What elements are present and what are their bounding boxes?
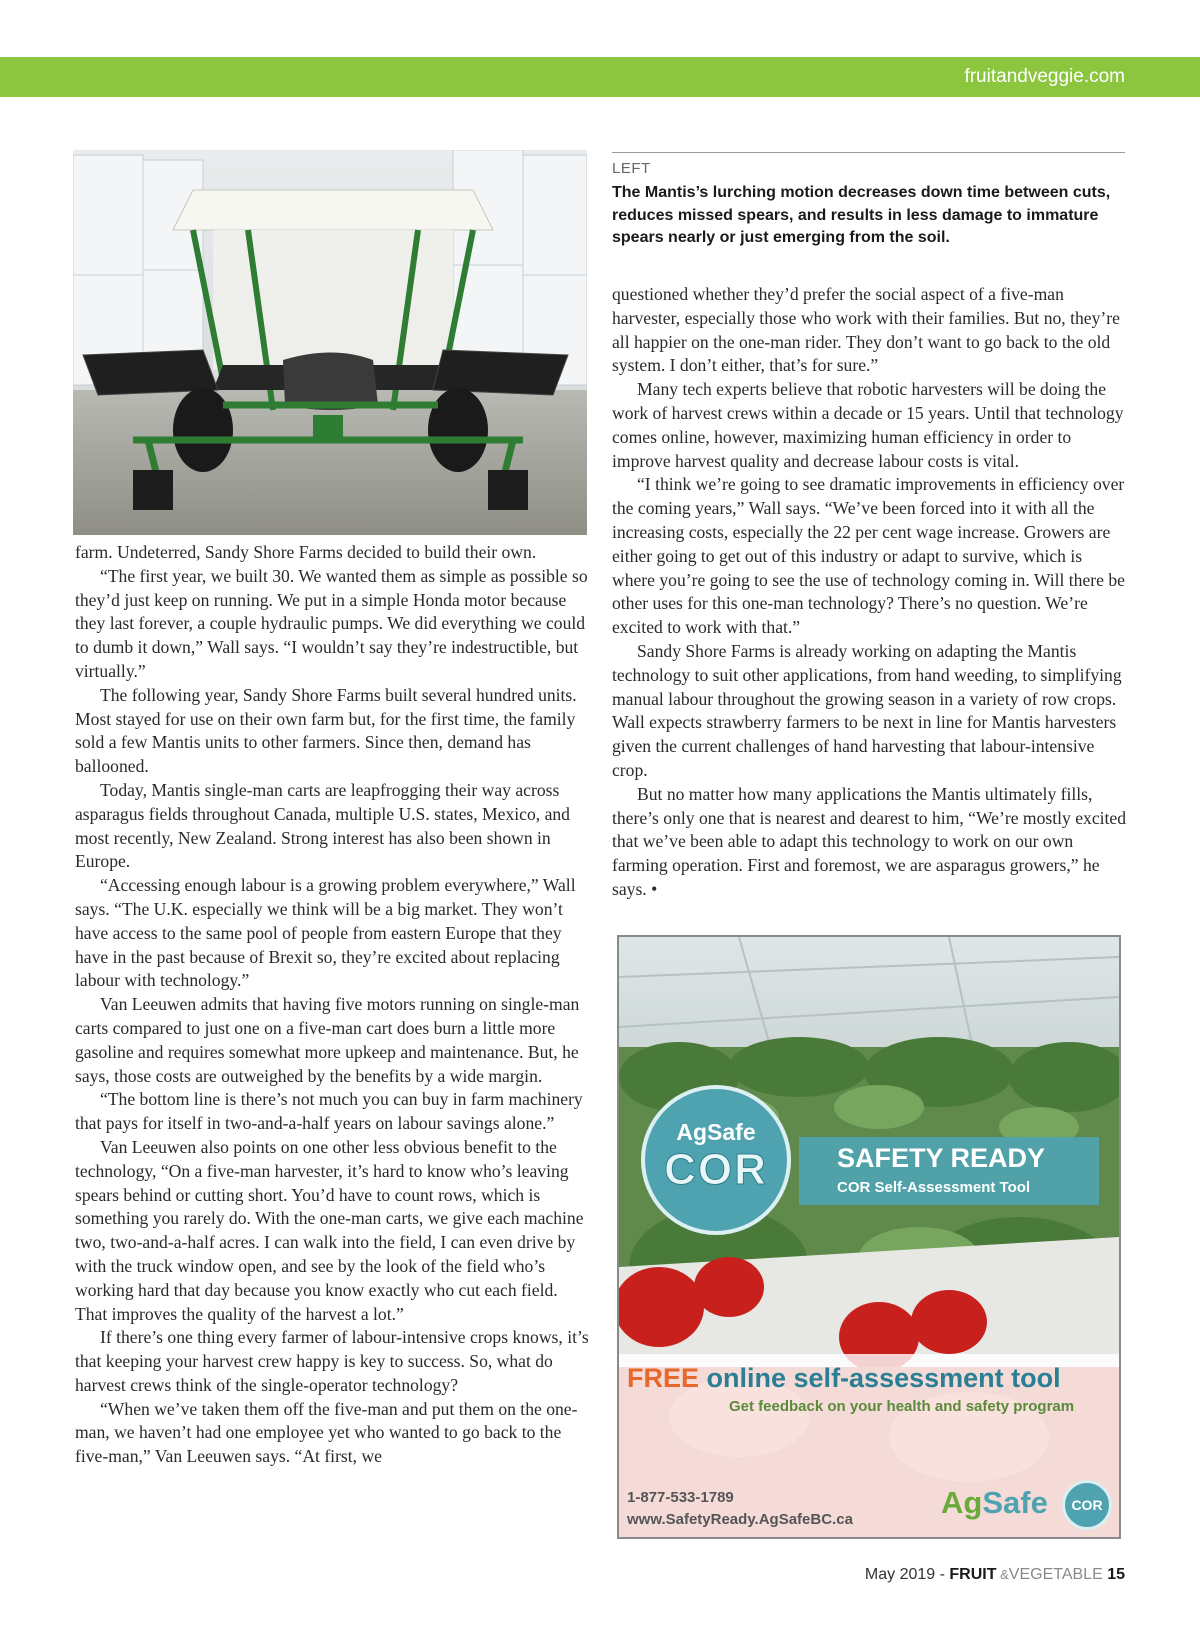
page-number: 15 [1107,1566,1125,1583]
footer-fruit: FRUIT [949,1566,997,1583]
ad-subline: Get feedback on your health and safety program [729,1398,1075,1415]
footer-amp: & [996,1567,1009,1582]
paragraph: farm. Undeterred, Sandy Shore Farms decided to build their own. [75,542,537,562]
agsafe-cor-badge [641,1085,791,1235]
agsafe-advertisement[interactable] [617,935,1121,1539]
ad-headline [627,1363,1061,1394]
article-column-right [612,283,1127,902]
paragraph: Van Leeuwen also points on one other less obvious benefit to the technology, “On a five-man harvester, it’s hard to know who’s leaving spears behind or cutting short. You’d have to count rows, which is something you rarely do. With the one-man carts, we give each machine two, two-and-a-half acres. I can walk into the field, I can even drive by with the truck window open, and see by the look of the field who’s working hard that day because you know exactly who cut each field. That improves the quality of the harvest a lot.” [75,1136,584,1324]
paragraph: “Accessing enough labour is a growing problem everywhere,” Wall says. “The U.K. especially we think will be a big market. They won’t have access to the same pool of people from eastern Europe that they have in the past because of Brexit so, they’re excited about replacing labour with technology.” [75,875,576,991]
paragraph: The following year, Sandy Shore Farms built several hundred units. Most stayed for use on their own farm but, for the first time, the family sold a few Mantis units to other farmers. Since then, demand has ballooned. [75,684,577,777]
paragraph: Today, Mantis single-man carts are leapfrogging their way across asparagus fields throughout Canada, multiple U.S. states, Mexico, and most recently, New Zealand. Strong interest has also been shown in Europe. [75,779,570,872]
paragraph: “The first year, we built 30. We wanted them as simple as possible so they’d just keep on running. We put in a simple Honda motor because they last forever, a couple hydraulic pumps. We did everything we could to dumb it down,” Wall says. “I wouldn’t say they’re indestructible, but virtually.” [75,565,588,681]
caption-label: LEFT [612,160,651,177]
paragraph: Many tech experts believe that robotic harvesters will be doing the work of harvest crews within a decade or 15 years. Until that technology comes online, however, maximizing human efficiency in order to improve harvest quality and decrease labour costs is vital. [612,379,1124,471]
footer-vegetable: VEGETABLE [1008,1566,1103,1583]
agsafe-logo [941,1485,1048,1521]
headline-rest: online self-assessment tool [706,1363,1061,1393]
paragraph: “The bottom line is there’s not much you can buy in farm machinery that pays for itself in two-and-a-half years on labour savings alone.” [75,1089,583,1134]
paragraph: If there’s one thing every farmer of labour-intensive crops knows, it’s that keeping your harvest crew happy is key to success. So, what do harvest crews think of the single-operator technology? [75,1327,589,1395]
paragraph: Van Leeuwen admits that having five motors running on single-man carts compared to just one on a five-man cart does burn a little more gasoline and requires somewhat more upkeep and maintenance. But, he says, those costs are outweighed by the benefits by a wide margin. [75,994,580,1086]
logo-safe: Safe [982,1485,1048,1520]
site-url[interactable]: fruitandveggie.com [964,66,1125,87]
photo-caption: The Mantis’s lurching motion decreases down time between cuts, reduces missed spears, and results in less damage to immature spears nearly or just emerging from the soil. [612,184,1111,247]
footer-date: May 2019 - [864,1566,950,1583]
ribbon-title: SAFETY READY [837,1143,1046,1173]
paragraph: “When we’ve taken them off the five-man and put them on the one-man, we haven’t had one employee yet who wanted to go back to the five-man,” Van Leeuwen says. “At first, we [75,1398,578,1467]
page-footer [865,1566,1125,1584]
mantis-cart-photo [73,150,587,535]
paragraph: Sandy Shore Farms is already working on adapting the Mantis technology to suit other applications, from hand weeding, to simplifying manual labour throughout the growing season in a variety of row crops. Wall expects strawberry farmers to be next in line for Mantis harvesters given the current challenges of hand harvesting that labour-intensive crop. [612,640,1122,780]
free-word: FREE [627,1363,700,1393]
ad-phone[interactable]: 1-877-533-1789 [627,1489,734,1506]
paragraph: “I think we’re going to see dramatic improvements in efficiency over the coming years,” Wall says. “We’ve been forced into it with all the increasing costs, especially the 22 per cent wage increase. Growers are either going to get out of this industry or adapt to survive, which is where you’re going to see the use of technology coming in. Will there be other uses for this one-man technology? There’s no question. We’re excited to work with that.” [612,474,1125,638]
paragraph: questioned whether they’d prefer the social aspect of a five-man harvester, especially those who work with their families. But no, they’re all happier on the one-man rider. They don’t want to go back to the old system. I don’t either, that’s for sure.” [612,284,1120,376]
caption-rule [612,152,1125,153]
article-column-left [75,541,590,1469]
safety-ready-ribbon [799,1137,1099,1205]
badge-cor-text: COR [664,1145,768,1194]
badge-agsafe-text: AgSafe [676,1119,756,1145]
ad-url-link[interactable]: www.SafetyReady.AgSafeBC.ca [627,1511,853,1528]
logo-ag: Ag [941,1485,983,1520]
ribbon-subtitle: COR Self-Assessment Tool [837,1179,1031,1196]
cor-seal-icon: COR [1062,1480,1112,1530]
paragraph: But no matter how many applications the Mantis ultimately fills, there’s only one that is nearest and dearest to him, “We’re mostly excited that we’ve been able to adapt this technology to work on our own farming operation. First and foremost, we are asparagus growers,” he says. • [612,783,1127,899]
